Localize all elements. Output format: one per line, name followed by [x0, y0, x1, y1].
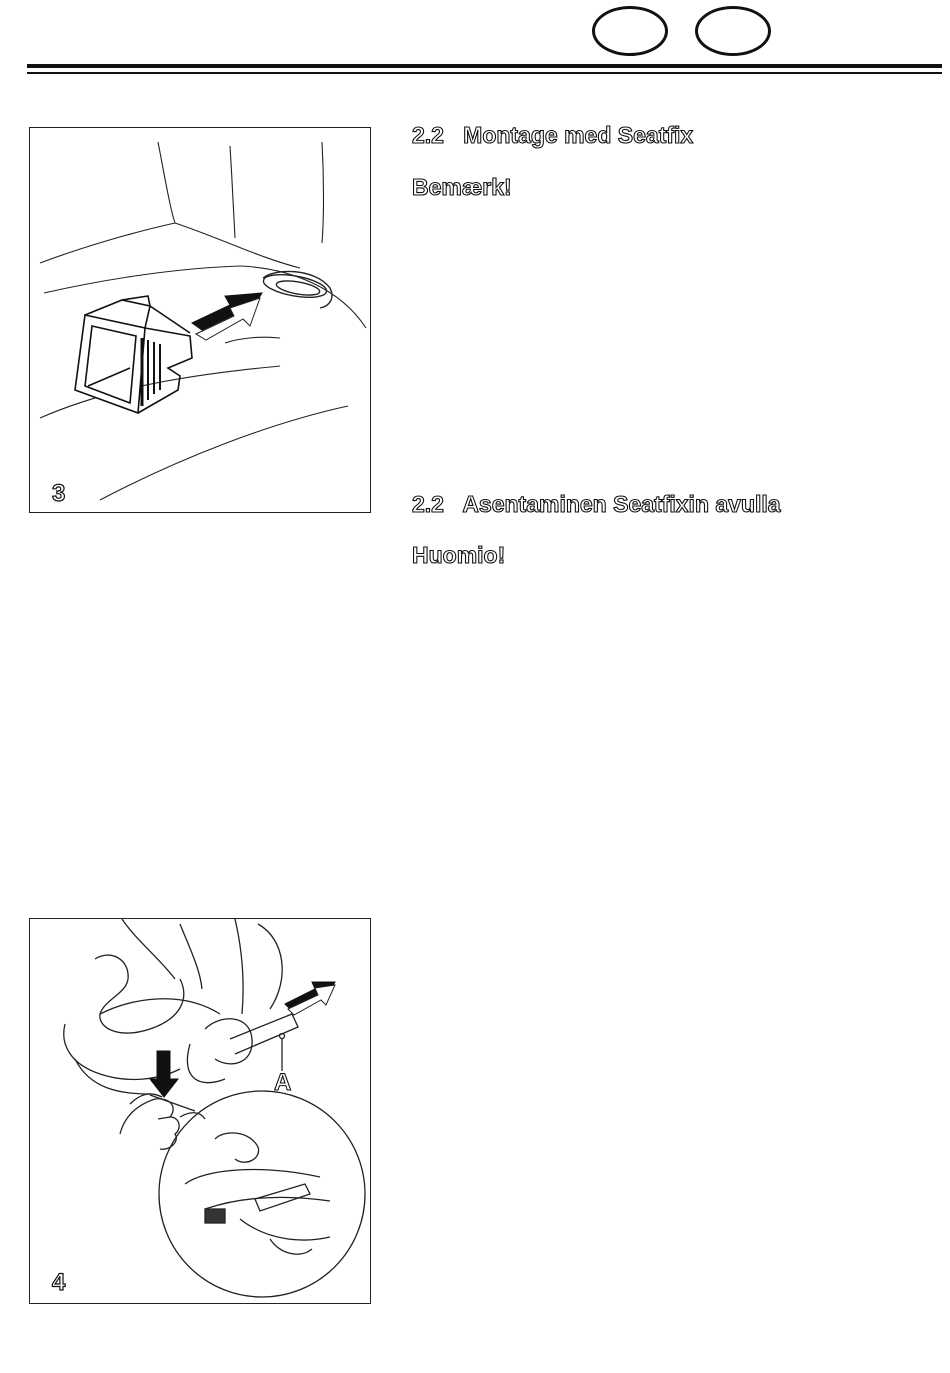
header-rule-thick [27, 64, 942, 68]
section-title: Montage med Seatfix [463, 122, 694, 148]
pull-arrow-icon [285, 982, 335, 1015]
header-rule-thin [27, 72, 942, 74]
note-heading-danish: Bemærk! [412, 174, 512, 200]
language-badge-2 [695, 6, 771, 56]
booster-seat-icon [64, 919, 298, 1094]
callout-label-a: A [274, 1069, 292, 1096]
figure-3 [29, 127, 371, 513]
section-heading-finnish [412, 491, 781, 518]
figure-4-illustration [30, 919, 371, 1304]
section-title: Asentaminen Seatfixin avulla [462, 491, 781, 517]
seatfix-connector-icon [75, 296, 192, 413]
language-badge-1 [592, 6, 668, 56]
isofix-anchor-icon [262, 271, 332, 308]
insertion-arrow-icon [192, 293, 262, 340]
section-number: 2.2 [412, 491, 444, 517]
release-lever-arrow-icon [150, 1051, 178, 1097]
note-heading-finnish: Huomio! [412, 542, 506, 568]
figure-3-number: 3 [52, 480, 66, 507]
section-heading-danish [412, 122, 693, 149]
detail-magnifier-icon [150, 1091, 365, 1297]
section-number: 2.2 [412, 122, 444, 148]
figure-3-illustration [30, 128, 371, 513]
figure-4-number: 4 [52, 1269, 66, 1296]
figure-4 [29, 918, 371, 1304]
